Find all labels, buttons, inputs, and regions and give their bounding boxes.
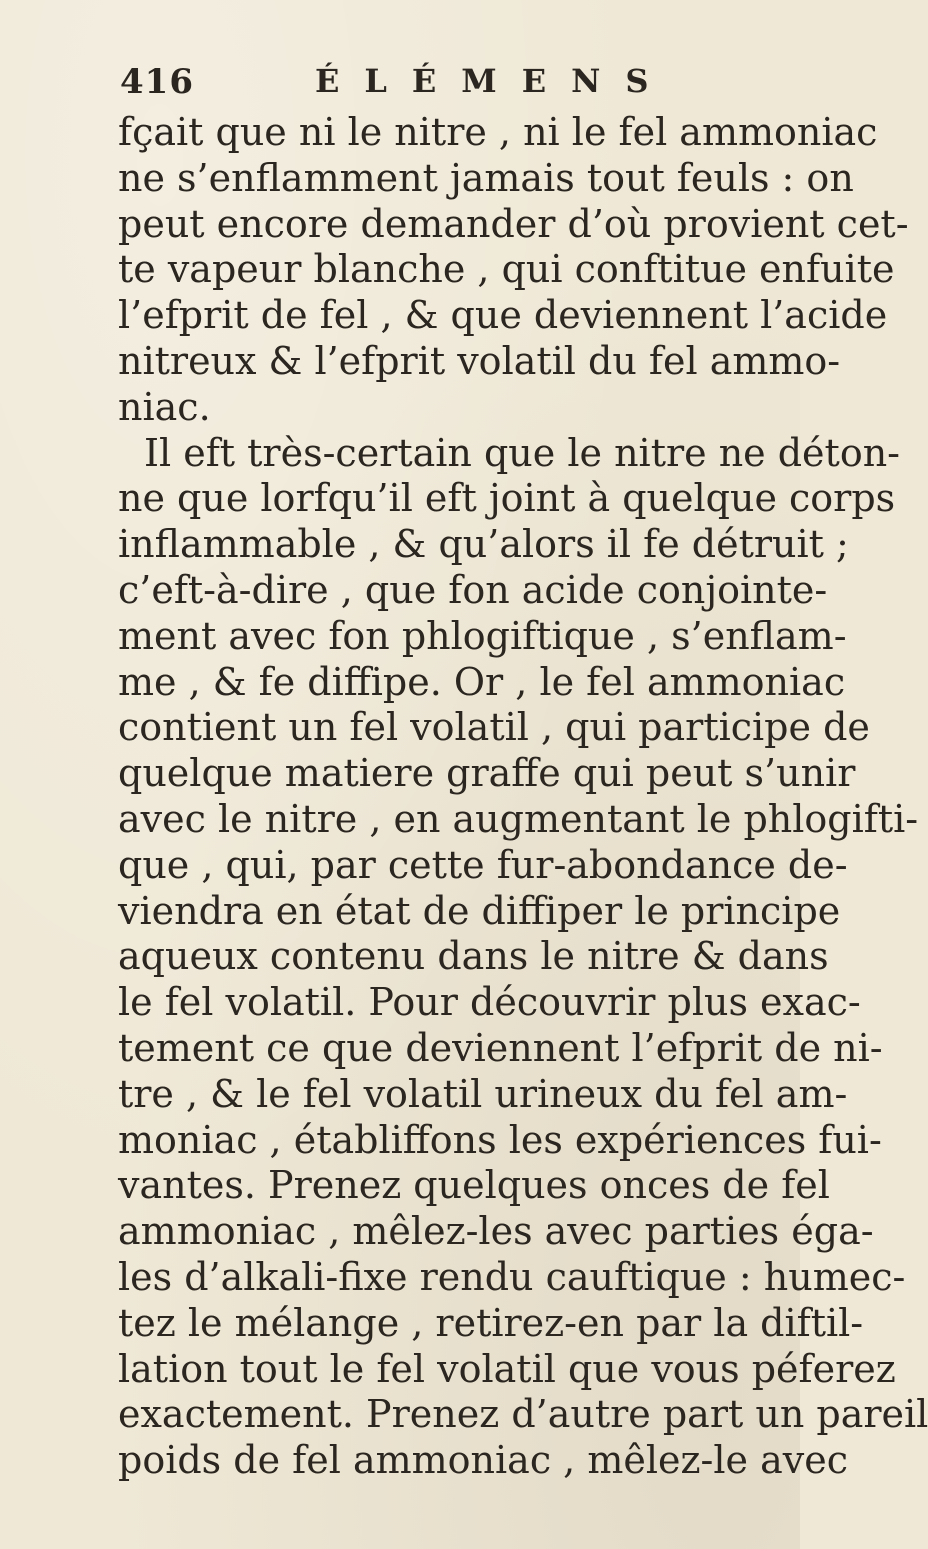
page-number: 416 xyxy=(120,62,194,102)
text-line: fçait que ni le nitre , ni le fel ammoniac xyxy=(118,110,878,154)
text-line: inflammable , & qu’alors il fe détruit ; xyxy=(118,522,849,567)
text-line: ment avec fon phlogiftique , s’enflam- xyxy=(118,613,847,658)
text-line: tement ce que deviennent l’efprit de ni- xyxy=(118,1025,883,1070)
text-line: que , qui, par cette fur-abondance de- xyxy=(118,842,848,887)
text-line: tez le mélange , retirez-en par la diftil- xyxy=(118,1300,864,1345)
text-line: quelque matiere graffe qui peut s’unir xyxy=(118,751,856,796)
text-line: contient un fel volatil , qui participe de xyxy=(118,705,870,750)
text-line: aqueux contenu dans le nitre & dans xyxy=(118,934,829,979)
text-line: Il eft très-certain que le nitre ne déton- xyxy=(144,430,901,475)
text-line: poids de fel ammoniac , mêlez-le avec xyxy=(118,1438,848,1483)
text-line: ne s’enflamment jamais tout feuls : on xyxy=(118,155,854,200)
text-line: vantes. Prenez quelques onces de fel xyxy=(118,1163,830,1208)
text-line: niac. xyxy=(118,384,211,429)
running-head xyxy=(120,62,674,112)
running-title: ÉLÉMENS xyxy=(315,62,674,100)
text-line: nitreux & l’efprit volatil du fel ammo- xyxy=(118,338,841,383)
text-line: peut encore demander d’où provient cet- xyxy=(118,201,909,246)
text-line: tre , & le fel volatil urineux du fel am- xyxy=(118,1071,848,1116)
text-line: exactement. Prenez d’autre part un pareil xyxy=(118,1392,928,1437)
text-line: c’eft-à-dire , que fon acide conjointe- xyxy=(118,567,828,612)
text-line: avec le nitre , en augmentant le phlogifti- xyxy=(118,796,919,841)
text-line: ammoniac , mêlez-les avec parties éga- xyxy=(118,1209,874,1254)
text-line: ne que lorfqu’il eft joint à quelque corps xyxy=(118,476,896,521)
text-line: te vapeur blanche , qui conftitue enfuite xyxy=(118,247,895,292)
text-line: l’efprit de fel , & que deviennent l’acide xyxy=(118,293,888,338)
text-line: les d’alkali-fixe rendu cauftique : humec- xyxy=(118,1254,906,1299)
text-line: lation tout le fel volatil que vous péferez xyxy=(118,1346,896,1391)
text-line: me , & fe diffipe. Or , le fel ammoniac xyxy=(118,659,846,704)
text-line: moniac , établiffons les expériences fui- xyxy=(118,1117,882,1162)
body-text xyxy=(118,110,928,1484)
text-line: le fel volatil. Pour découvrir plus exac- xyxy=(118,980,861,1025)
text-line: viendra en état de diffiper le principe xyxy=(118,888,841,933)
